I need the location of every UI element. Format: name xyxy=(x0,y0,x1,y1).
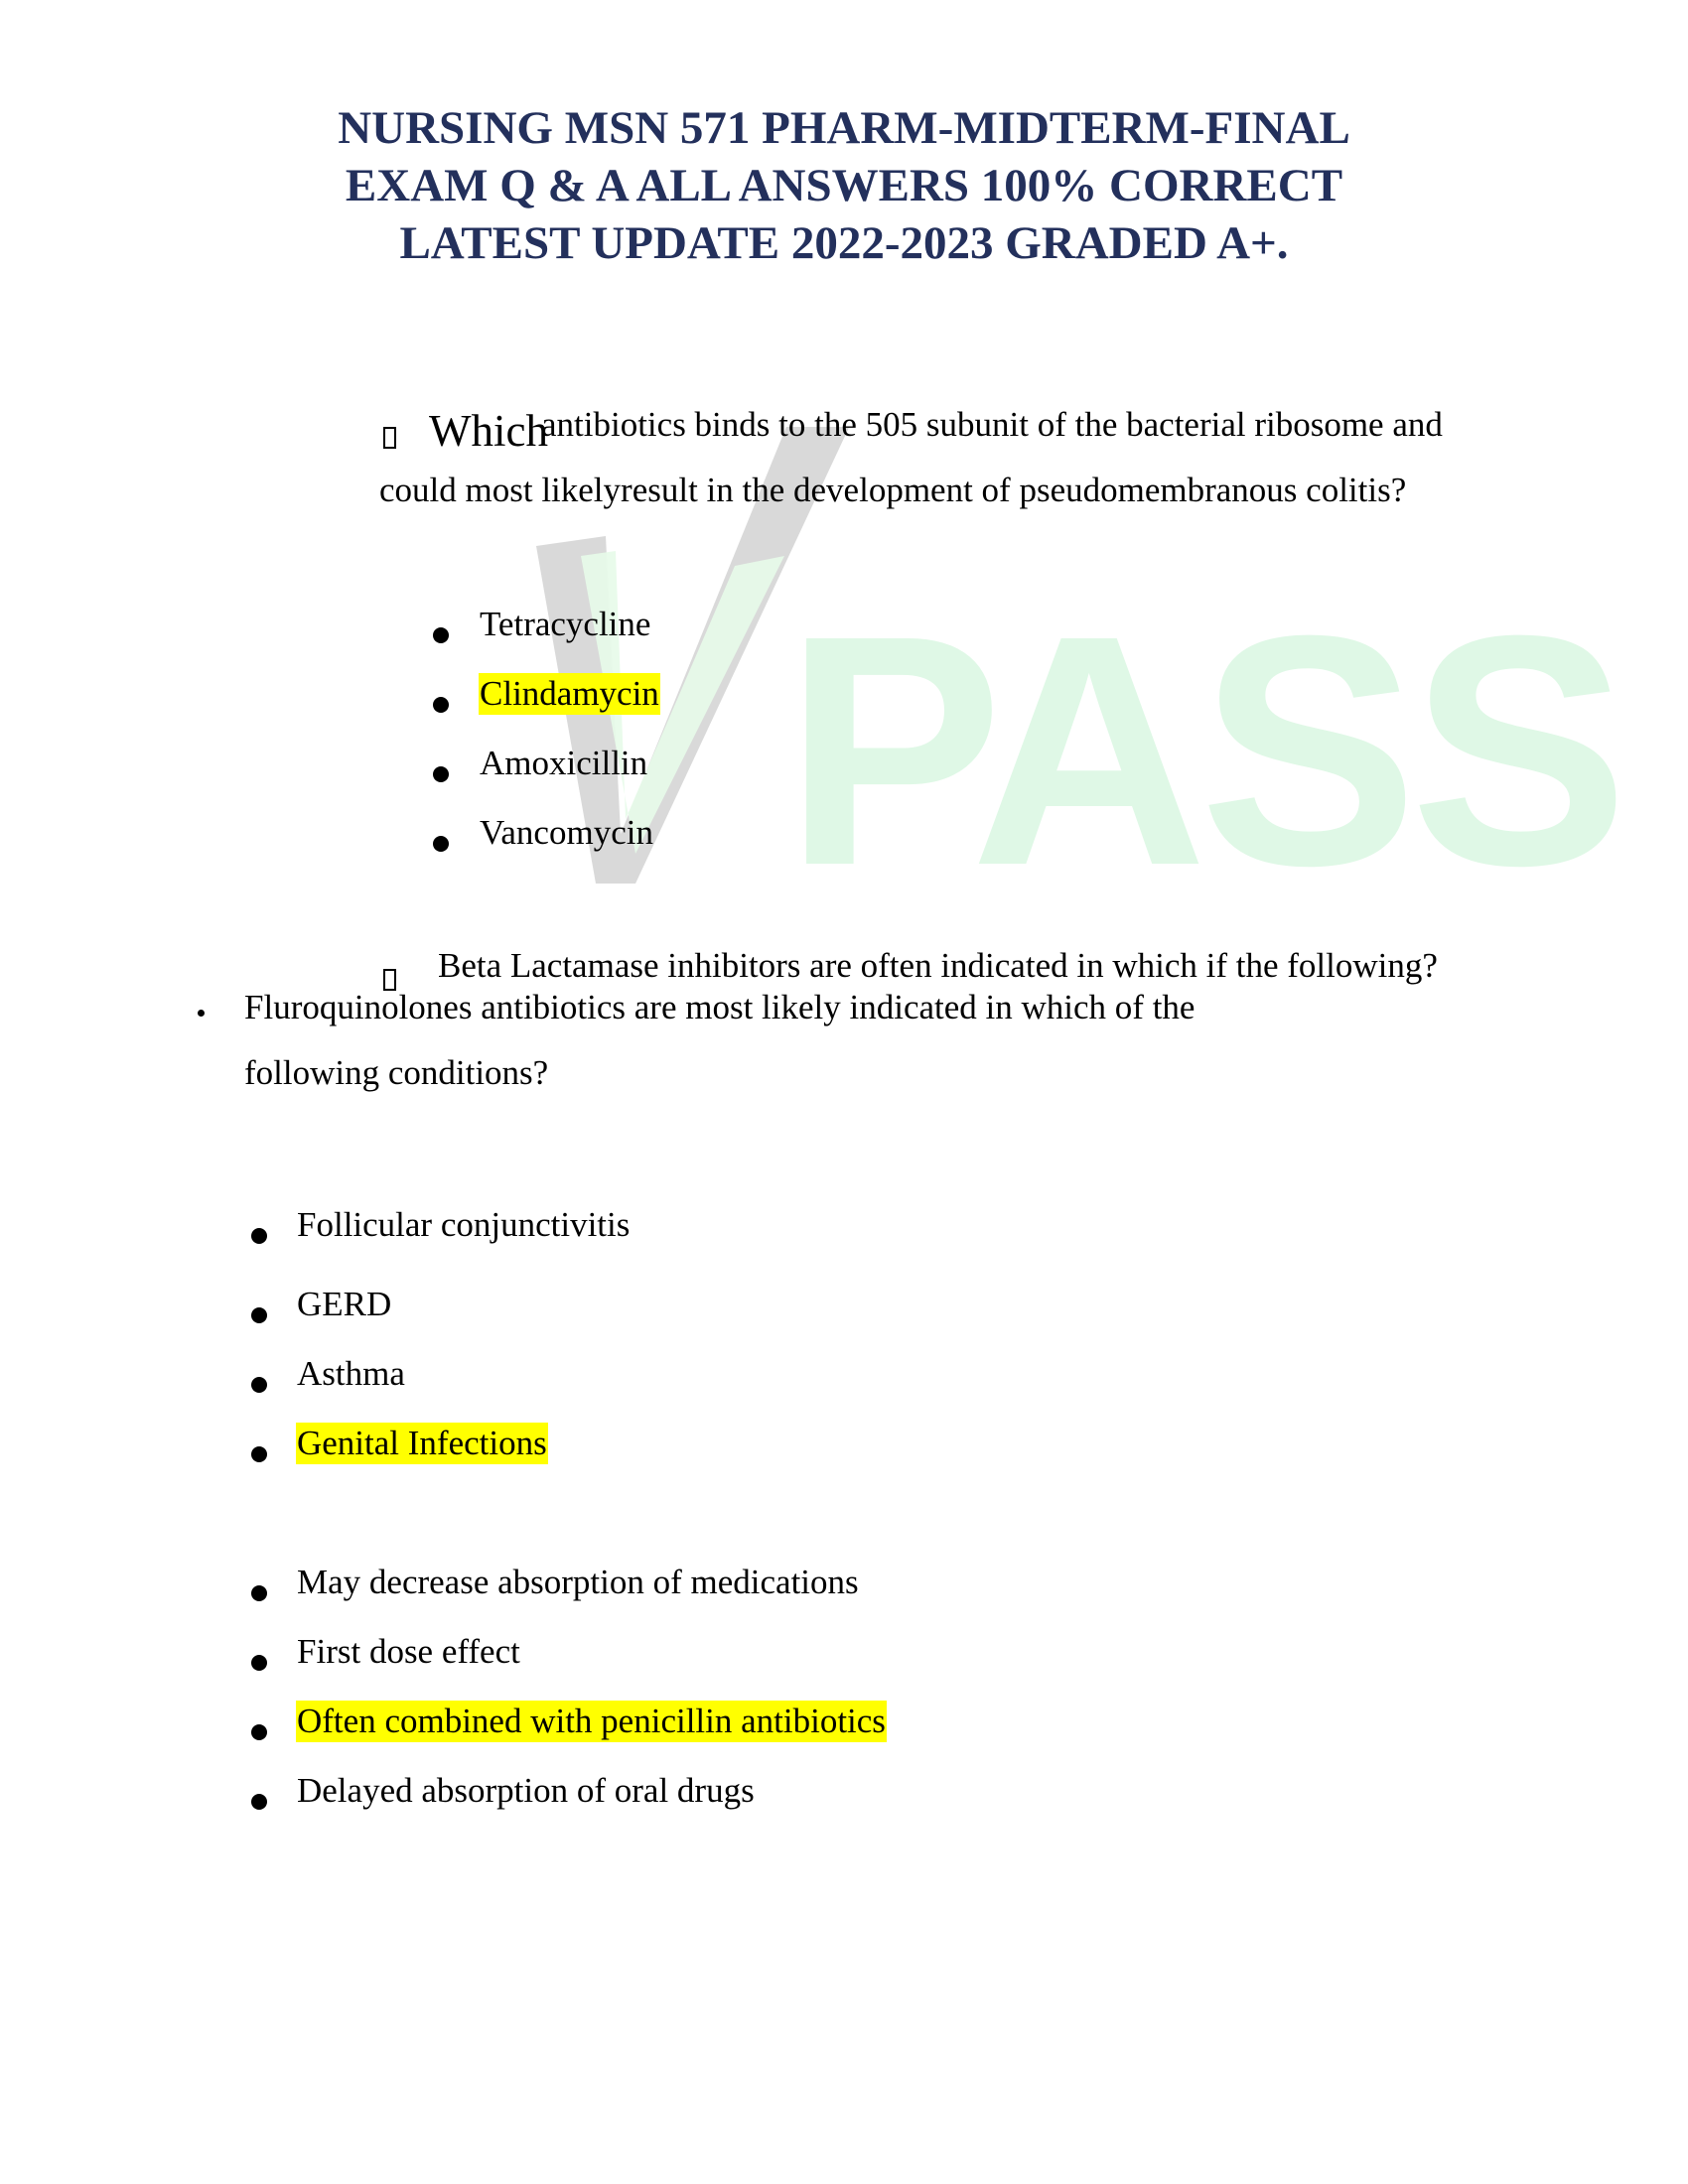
bullet-icon xyxy=(251,1307,267,1323)
option-first-dose-effect: First dose effect xyxy=(297,1632,520,1671)
option-gerd: GERD xyxy=(297,1285,392,1323)
bullet-icon xyxy=(251,1228,267,1244)
option-vancomycin: Vancomycin xyxy=(480,813,653,852)
document-title xyxy=(199,99,1489,272)
title-line-3: LATEST UPDATE 2022-2023 GRADED A+. xyxy=(399,217,1289,269)
option-asthma: Asthma xyxy=(297,1354,405,1393)
question-2-text: Beta Lactamase inhibitors are often indicated in which if the following? xyxy=(438,946,1438,985)
option-delayed-absorption: Delayed absorption of oral drugs xyxy=(297,1771,755,1810)
bullet-icon xyxy=(433,697,449,713)
title-line-1: NURSING MSN 571 PHARM-MIDTERM-FINAL xyxy=(338,102,1350,154)
option-amoxicillin: Amoxicillin xyxy=(480,744,648,782)
missing-glyph-box-icon xyxy=(383,427,396,449)
option-tetracycline: Tetracycline xyxy=(480,605,651,643)
bullet-icon xyxy=(251,1724,267,1740)
title-line-2: EXAM Q & A ALL ANSWERS 100% CORRECT xyxy=(345,160,1343,211)
question-1-text-line-1: antibiotics binds to the 505 subunit of the bacterial ribosome and xyxy=(541,405,1443,444)
bullet-icon xyxy=(251,1446,267,1462)
bullet-icon xyxy=(251,1377,267,1393)
bullet-icon xyxy=(251,1585,267,1601)
bullet-icon xyxy=(433,766,449,782)
option-combined-with-penicillin-correct: Often combined with penicillin antibiotics xyxy=(297,1702,886,1740)
option-clindamycin-correct: Clindamycin xyxy=(480,674,659,713)
option-may-decrease-absorption: May decrease absorption of medications xyxy=(297,1563,859,1601)
small-bullet-icon xyxy=(198,1010,205,1017)
question-1-lead-word: Which xyxy=(429,406,548,456)
option-genital-infections-correct: Genital Infections xyxy=(297,1424,547,1462)
svg-text:PASS: PASS xyxy=(784,567,1621,903)
bullet-icon xyxy=(251,1655,267,1671)
bullet-icon xyxy=(433,836,449,852)
question-3-text-line-2: following conditions? xyxy=(244,1053,549,1092)
bullet-icon xyxy=(251,1794,267,1810)
question-1-text-line-2: could most likelyresult in the development of pseudomembranous colitis? xyxy=(379,471,1407,509)
bullet-icon xyxy=(433,627,449,643)
option-follicular-conjunctivitis: Follicular conjunctivitis xyxy=(297,1205,631,1244)
question-3-text-line-1: Fluroquinolones antibiotics are most likely indicated in which of the xyxy=(244,988,1196,1026)
